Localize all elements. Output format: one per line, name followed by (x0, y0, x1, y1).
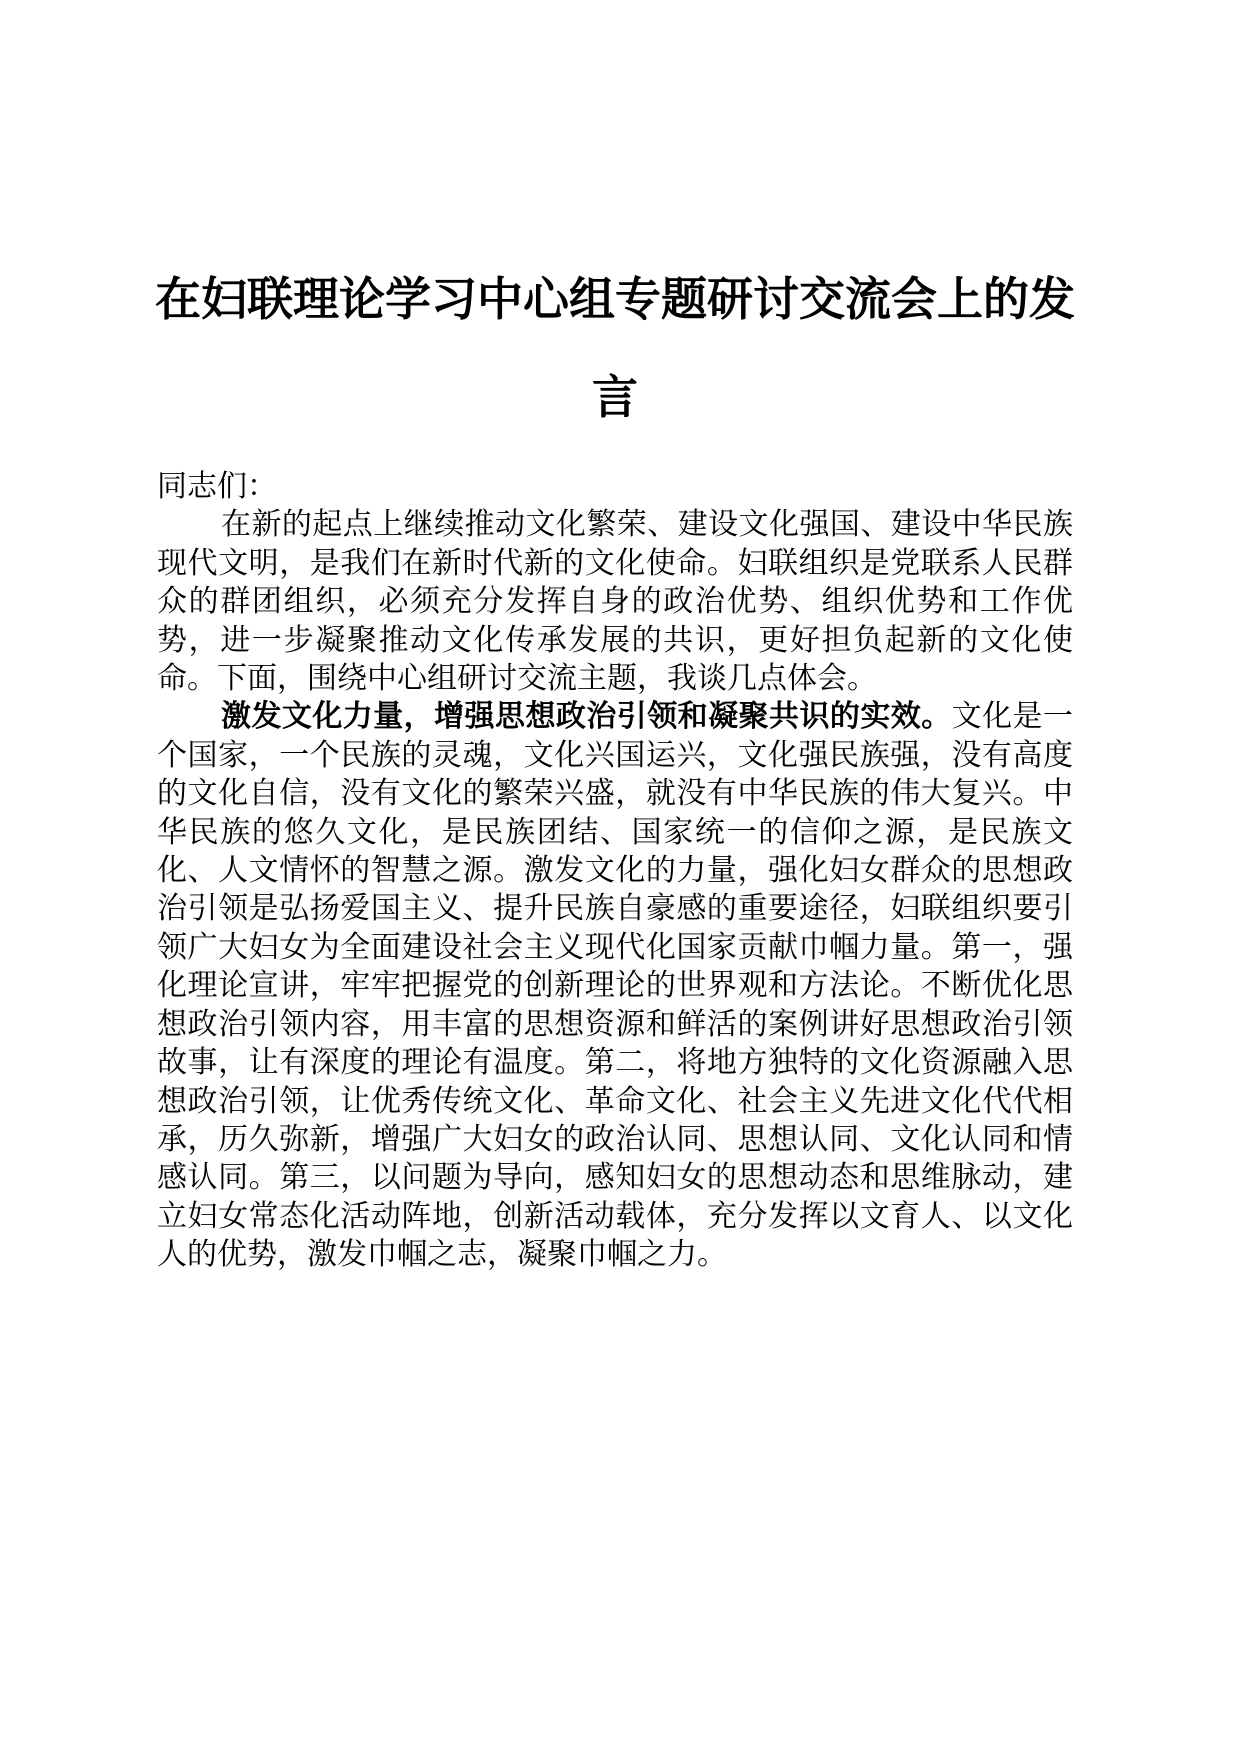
document-title: 在妇联理论学习中心组专题研讨交流会上的发言 (155, 272, 1075, 424)
salutation: 同志们： (157, 469, 277, 504)
paragraph-heading: 激发文化力量，增强思想政治引领和凝聚共识的实效。 (221, 699, 952, 735)
paragraph-culture-power (157, 698, 1073, 1274)
paragraph-intro-text: 在新的起点上继续推动文化繁荣、建设文化强国、建设中华民族现代文明，是我们在新时代新的文化使命。妇联组织是党联系人民群众的群团组织，必须充分发挥自身的政治优势、组织优势和工作优势，进一步凝聚推动文化传承发展的共识，更好担负起新的文化使命。下面，围绕中心组研讨交流主题，我谈几点体会。 (157, 507, 1073, 697)
paragraph-culture-power-text: 文化是一个国家，一个民族的灵魂，文化兴国运兴，文化强民族强，没有高度的文化自信，没有文化的繁荣兴盛，就没有中华民族的伟大复兴。中华民族的悠久文化，是民族团结、国家统一的信仰之源，是民族文化、人文情怀的智慧之源。激发文化的力量，强化妇女群众的思想政治引领是弘扬爱国主义、提升民族自豪感的重要途径，妇联组织要引领广大妇女为全面建设社会主义现代化国家贡献巾帼力量。第一，强化理论宣讲，牢牢把握党的创新理论的世界观和方法论。不断优化思想政治引领内容，用丰富的思想资源和鲜活的案例讲好思想政治引领故事，让有深度的理论有温度。第二，将地方独特的文化资源融入思想政治引领，让优秀传统文化、革命文化、社会主义先进文化代代相承，历久弥新，增强广大妇女的政治认同、思想认同、文化认同和情感认同。第三，以问题为导向，感知妇女的思想动态和思维脉动，建立妇女常态化活动阵地，创新活动载体，充分发挥以文育人、以文化人的优势，激发巾帼之志，凝聚巾帼之力。 (157, 699, 1074, 1273)
document-body (157, 468, 1073, 1275)
paragraph-intro (157, 506, 1073, 698)
